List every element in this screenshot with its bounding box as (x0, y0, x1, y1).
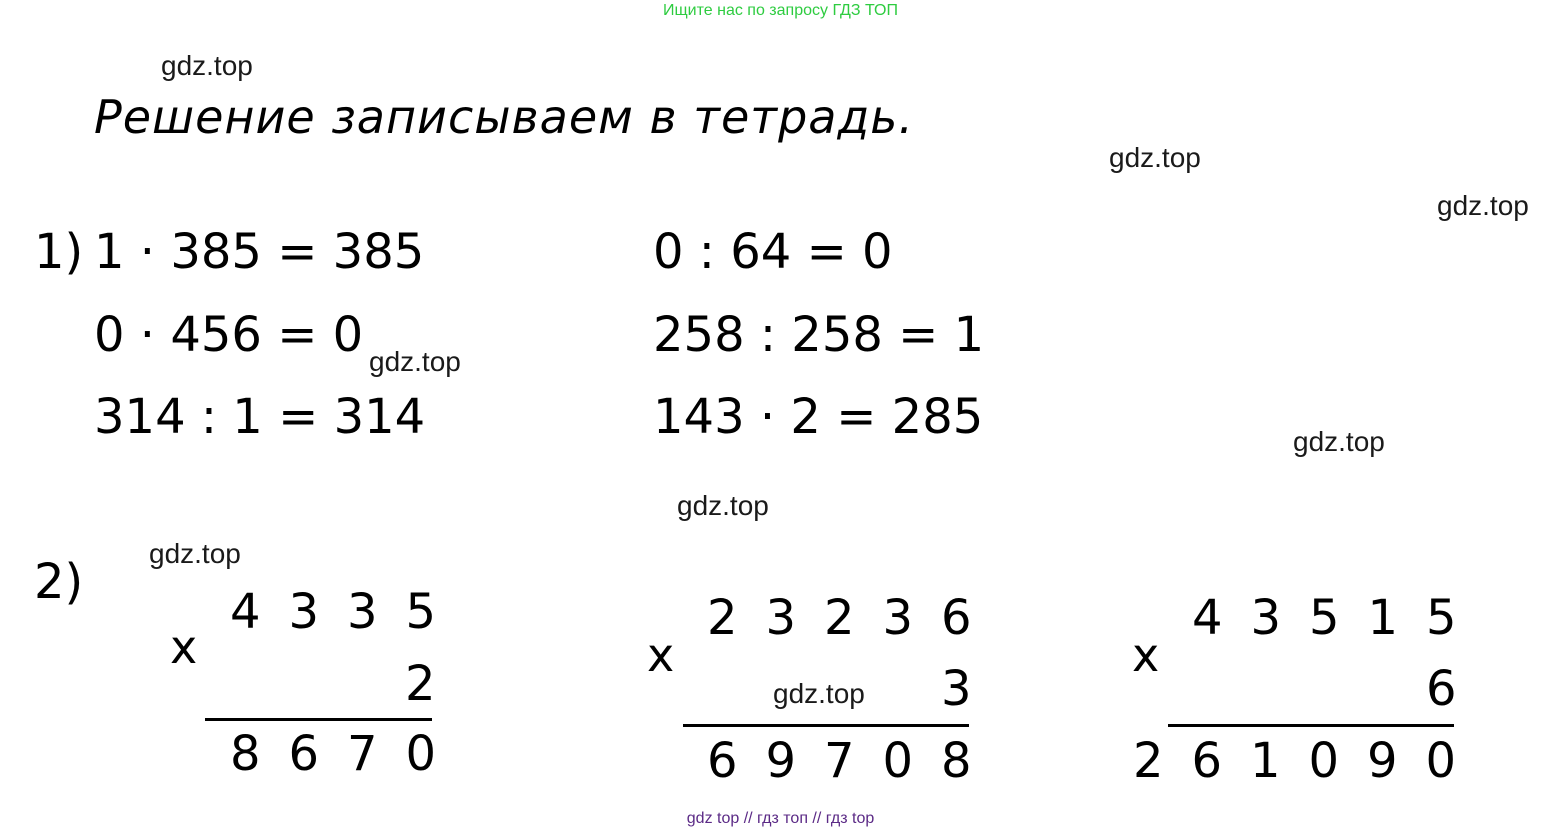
equation-left-3: 314 : 1 = 314 (94, 389, 426, 445)
digit: 4 (1191, 590, 1223, 646)
digit: 1 (1249, 733, 1281, 789)
equation-right-2: 258 : 258 = 1 (653, 307, 985, 363)
multiplier (1412, 661, 1471, 717)
multiplier (391, 656, 450, 712)
multiplier (927, 661, 986, 717)
result-line (1168, 724, 1454, 727)
watermark: gdz.top (369, 346, 461, 377)
digit: 6 (706, 733, 738, 789)
digit: 8 (940, 733, 972, 789)
digit: 5 (1308, 590, 1340, 646)
result-line (205, 718, 432, 721)
watermark: gdz.top (773, 678, 865, 709)
digit: 3 (882, 590, 914, 646)
digit: 0 (1308, 733, 1340, 789)
equation-right-1: 0 : 64 = 0 (653, 224, 893, 280)
digit: 6 (1425, 661, 1457, 717)
watermark: gdz.top (677, 490, 769, 521)
digit: 3 (940, 661, 972, 717)
digit: 3 (346, 584, 378, 640)
digit: 2 (823, 590, 855, 646)
digit: 3 (1250, 590, 1282, 646)
digit: 5 (405, 584, 437, 640)
watermark: gdz.top (1293, 426, 1385, 457)
equation-right-3: 143 · 2 = 285 (653, 389, 984, 445)
digit: 5 (1425, 590, 1457, 646)
multiply-sign: x (170, 620, 198, 674)
digit: 4 (229, 584, 261, 640)
digit: 7 (823, 733, 855, 789)
digit: 9 (1366, 733, 1398, 789)
watermark: gdz.top (161, 50, 253, 81)
watermark: gdz.top (149, 538, 241, 569)
digit: 8 (229, 726, 261, 782)
watermark: gdz.top (1437, 190, 1529, 221)
part1-label: 1) (34, 224, 84, 280)
result-line (683, 724, 969, 727)
product (693, 733, 986, 789)
equation-left-1: 1 · 385 = 385 (94, 224, 425, 280)
footer-links[interactable]: gdz top // гдз топ // гдз top (686, 810, 875, 827)
product (1119, 733, 1470, 789)
digit: 0 (1425, 733, 1457, 789)
carry-digit: 2 (1132, 733, 1164, 789)
digit: 3 (765, 590, 797, 646)
digit: 0 (405, 726, 437, 782)
equation-left-2: 0 · 456 = 0 (94, 307, 364, 363)
multiply-sign: x (647, 628, 675, 682)
multiply-sign: x (1132, 628, 1160, 682)
multiplicand (216, 584, 450, 640)
digit: 1 (1367, 590, 1399, 646)
product (216, 726, 450, 782)
multiplicand (1178, 590, 1471, 646)
multiplicand (693, 590, 986, 646)
digit: 2 (706, 590, 738, 646)
digit: 9 (765, 733, 797, 789)
digit: 2 (404, 656, 436, 712)
part2-label: 2) (34, 554, 84, 610)
digit: 3 (288, 584, 320, 640)
top-banner: Ищите нас по запросу ГДЗ ТОП (663, 2, 898, 19)
digit: 6 (940, 590, 972, 646)
digit: 0 (882, 733, 914, 789)
digit: 6 (288, 726, 320, 782)
solution-title: Решение записываем в тетрадь. (94, 90, 915, 144)
watermark: gdz.top (1109, 142, 1201, 173)
digit: 6 (1191, 733, 1223, 789)
digit: 7 (346, 726, 378, 782)
